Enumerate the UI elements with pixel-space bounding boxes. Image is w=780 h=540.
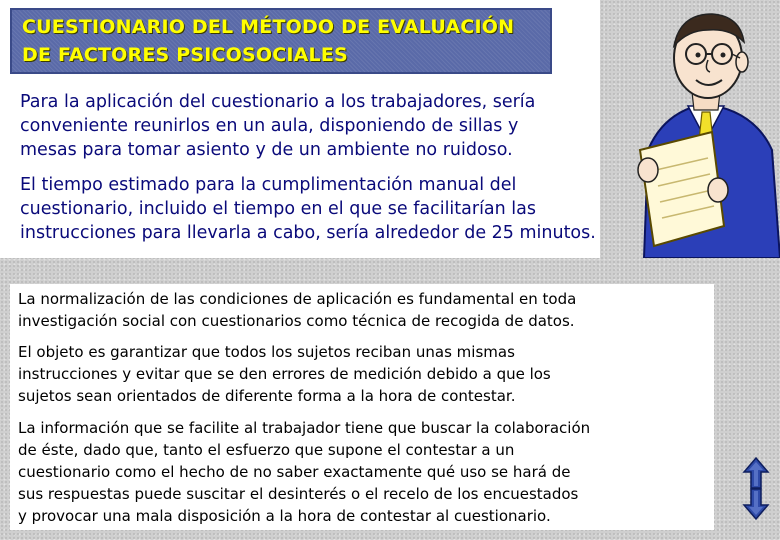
- text-line: mesas para tomar asiento y de un ambiente no ruidoso.: [20, 140, 513, 160]
- text-line: La información que se facilite al trabajador tiene que buscar la colaboración: [18, 419, 591, 437]
- page-title-line-2: DE FACTORES PSICOSOCIALES: [22, 44, 348, 66]
- text-line: instrucciones para llevarla a cabo, sería alrededor de 25 minutos.: [20, 223, 596, 243]
- text-line: investigación social con cuestionarios como técnica de recogida de datos.: [18, 312, 575, 330]
- text-line: Para la aplicación del cuestionario a los trabajadores, sería: [20, 92, 536, 112]
- text-line: La normalización de las condiciones de aplicación es fundamental en toda: [18, 290, 577, 308]
- body-paragraph-1: [18, 288, 576, 332]
- page-title-line-1: CUESTIONARIO DEL MÉTODO DE EVALUACIÓN: [22, 16, 515, 38]
- text-line: sujetos sean orientados de diferente forma a la hora de contestar.: [18, 387, 516, 405]
- text-line: instrucciones y evitar que se den errores de medición debido a que los: [18, 365, 551, 383]
- scroll-down-button[interactable]: [742, 487, 770, 521]
- text-line: conveniente reunirlos en un aula, disponiendo de sillas y: [20, 116, 519, 136]
- text-line: y provocar una mala disposición a la hora de contestar al cuestionario.: [18, 507, 551, 525]
- arrow-up-icon: [744, 458, 768, 488]
- intro-paragraph-1: [20, 90, 535, 162]
- text-line: El objeto es garantizar que todos los sujetos reciban unas mismas: [18, 343, 515, 361]
- content-panel: [10, 284, 714, 530]
- text-line: El tiempo estimado para la cumplimentación manual del: [20, 175, 517, 195]
- text-line: sus respuestas puede suscitar el desinterés o el recelo de los encuestados: [18, 485, 579, 503]
- body-paragraph-3: [18, 417, 590, 527]
- title-banner: [10, 8, 552, 74]
- text-line: cuestionario, incluido el tiempo en el que se facilitarían las: [20, 199, 537, 219]
- arrow-down-icon: [744, 489, 768, 519]
- scroll-up-button[interactable]: [742, 456, 770, 490]
- intro-paragraph-2: [20, 173, 596, 245]
- text-line: cuestionario como el hecho de no saber exactamente qué uso se hará de: [18, 463, 571, 481]
- intro-panel: [0, 0, 600, 258]
- text-line: de éste, dado que, tanto el esfuerzo que supone el contestar a un: [18, 441, 515, 459]
- man-reading-paper-icon: [604, 0, 780, 258]
- body-paragraph-2: [18, 341, 551, 407]
